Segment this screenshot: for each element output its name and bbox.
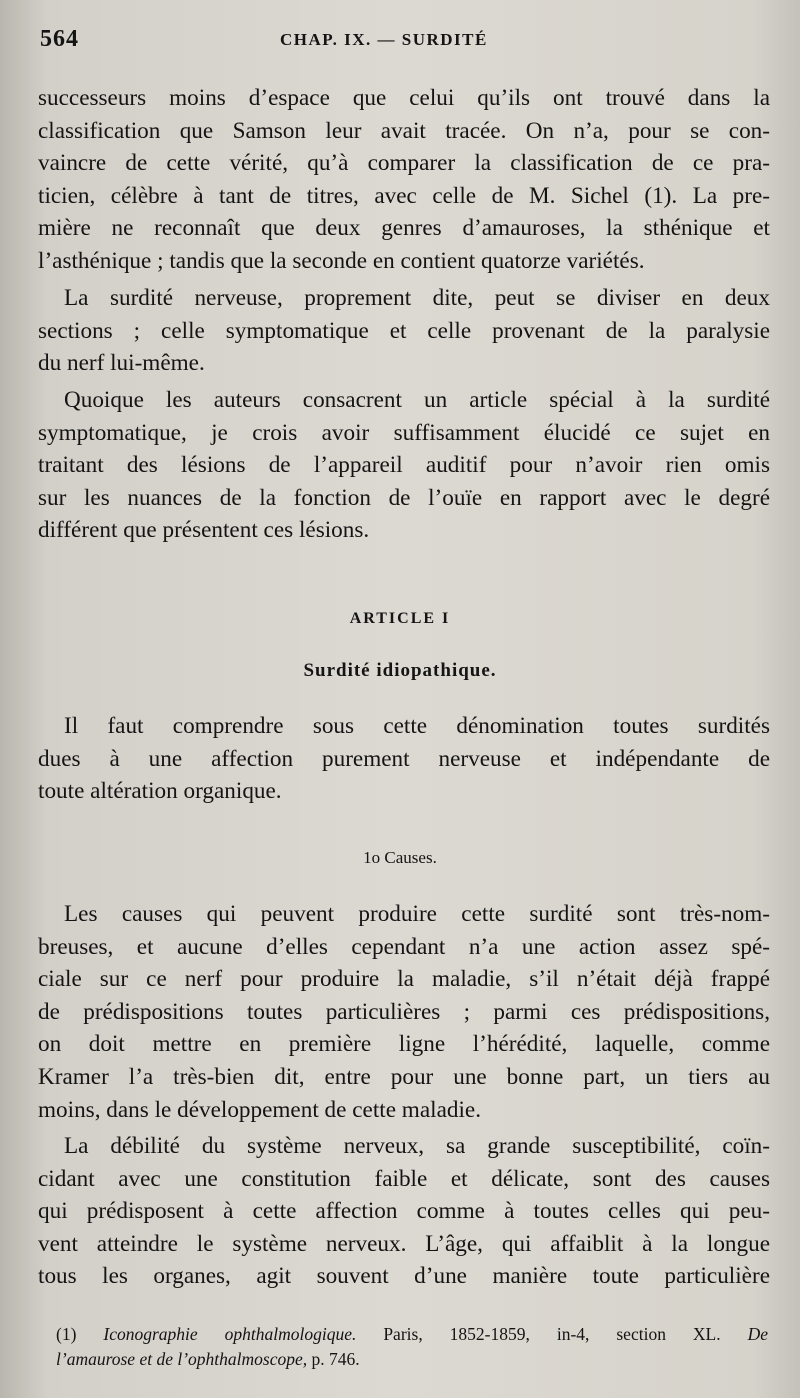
paragraph-predisposition — [38, 1130, 770, 1293]
paragraph-causes — [38, 898, 770, 1126]
text-line: breuses, et aucune d’elles cependant n’a une action assez spé- — [38, 933, 770, 960]
text-line: cidant avec une constitution faible et délicate, sont des causes — [38, 1165, 770, 1192]
text-line: toute altération organique. — [38, 778, 282, 805]
footnote-marker: (1) — [56, 1324, 77, 1344]
text-line: symptomatique, je crois avoir suffisamment élucidé ce sujet en — [38, 419, 770, 446]
text-line: Il faut comprendre sous cette dénomination toutes surdités — [64, 713, 770, 739]
text-line: de prédispositions toutes particulières ; parmi ces prédispositions, — [38, 998, 770, 1025]
text-line: successeurs moins d’espace que celui qu’ils ont trouvé dans la — [38, 85, 770, 111]
text-line: dues à une affection purement nerveuse et indépendante de — [38, 745, 770, 772]
footnote-work-title: Iconographie ophthalmologique. — [103, 1324, 357, 1344]
article-heading: ARTICLE I — [349, 610, 451, 627]
page-number: 564 — [40, 26, 79, 52]
text-line: ticien, célèbre à tant de titres, avec celle de M. Sichel (1). La pre- — [38, 182, 770, 209]
text-line: on doit mettre en première ligne l’hérédité, laquelle, comme — [38, 1031, 770, 1058]
text-line: du nerf lui-même. — [38, 350, 205, 377]
footnote-subject: l’amaurose et de l’ophthalmoscope, — [56, 1349, 308, 1369]
footnote-page-ref: p. 746. — [311, 1349, 360, 1369]
text-line: l’asthénique ; tandis que la seconde en contient quatorze variétés. — [38, 247, 645, 274]
text-line: La surdité nerveuse, proprement dite, peut se diviser en deux — [64, 285, 770, 311]
text-line: ciale sur ce nerf pour produire la maladie, s’il n’était déjà frappé — [38, 966, 770, 993]
text-line: classification que Samson leur avait tracée. On n’a, pour se con- — [38, 117, 770, 144]
footnote-line — [56, 1347, 768, 1372]
paragraph-continuation — [38, 82, 770, 278]
text-line: différent que présentent ces lésions. — [38, 517, 370, 544]
paragraph-definition — [38, 710, 770, 808]
text-line: qui prédisposent à cette affection comme à toutes celles qui peu- — [38, 1198, 770, 1225]
footnote — [56, 1322, 768, 1372]
text-line: sections ; celle symptomatique et celle provenant de la paralysie — [38, 317, 770, 344]
footnote-publication: Paris, 1852-1859, in-4, section XL. — [383, 1324, 721, 1344]
text-line: moins, dans le développement de cette maladie. — [38, 1096, 481, 1123]
text-line: tous les organes, agit souvent d’une manière toute particulière — [38, 1263, 770, 1290]
footnote-line1-tail: De — [747, 1324, 768, 1344]
text-line: vaincre de cette vérité, qu’à comparer la classification de ce pra- — [38, 150, 770, 177]
text-line: Kramer l’a très-bien dit, entre pour une bonne part, un tiers au — [38, 1063, 770, 1090]
text-line: Les causes qui peuvent produire cette surdité sont très-nom- — [64, 901, 770, 927]
footnote-line — [56, 1322, 768, 1347]
text-line: sur les nuances de la fonction de l’ouïe en rapport avec le degré — [38, 484, 770, 511]
text-line: vent atteindre le système nerveux. L’âge, qui affaiblit à la longue — [38, 1230, 770, 1257]
text-line: Quoique les auteurs consacrent un article spécial à la surdité — [64, 387, 770, 413]
text-line: traitant des lésions de l’appareil auditif pour n’avoir rien omis — [38, 452, 770, 479]
text-line: La débilité du système nerveux, sa grande susceptibilité, coïn- — [64, 1133, 770, 1159]
running-header — [40, 26, 760, 56]
paragraph-symptomatic — [38, 384, 770, 547]
article-title: Surdité idiopathique. — [303, 660, 497, 681]
causes-heading: 1o Causes. — [363, 848, 437, 867]
text-line: mière ne reconnaît que deux genres d’amauroses, la sthénique et — [38, 215, 770, 242]
paragraph-nervous-deafness — [38, 282, 770, 380]
running-title: CHAP. IX. — SURDITÉ — [280, 30, 488, 49]
